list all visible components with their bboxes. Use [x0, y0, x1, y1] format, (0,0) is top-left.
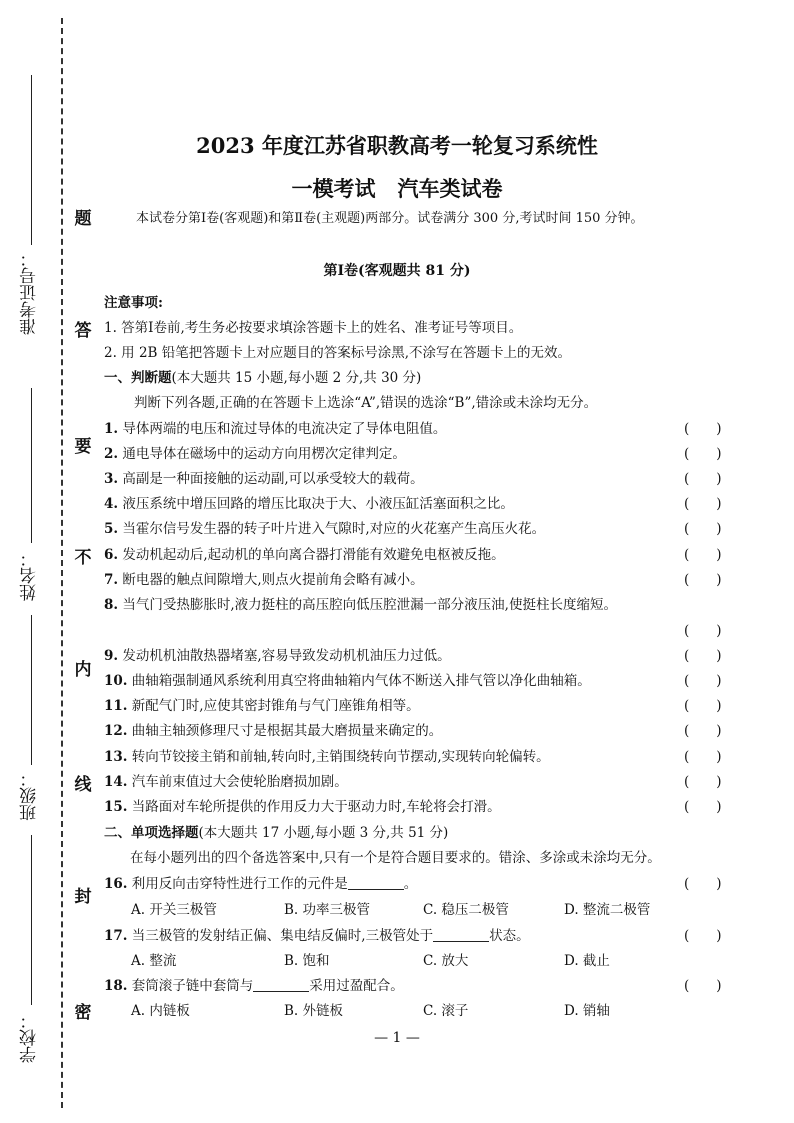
question-number: 5.: [104, 521, 119, 537]
notice-item: 1. 答第Ⅰ卷前,考生务必按要求填涂答题卡上的姓名、准考证号等项目。: [104, 320, 523, 336]
answer-parentheses: ( ): [684, 572, 722, 588]
option: C. 稳压二极管: [423, 902, 509, 918]
part2-heading: 二、单项选择题: [104, 825, 199, 841]
option: A. 开关三极管: [131, 902, 217, 918]
question-7: [104, 568, 424, 588]
class-line: [31, 615, 32, 765]
option: A. 内链板: [131, 1003, 190, 1019]
question-9: [104, 644, 451, 664]
answer-blank: [433, 927, 489, 942]
question-number: 14.: [104, 774, 128, 790]
question-text: 发动机起动后,起动机的单向离合器打滑能有效避免电枢被反拖。: [122, 547, 505, 563]
answer-parentheses: ( ): [684, 723, 722, 739]
question-number: 3.: [104, 471, 119, 487]
exam-number-line: [31, 75, 32, 245]
seal-char: 答: [74, 321, 92, 341]
answer-parentheses: ( ): [684, 928, 722, 944]
question-number: 16.: [104, 876, 128, 892]
question-text: 利用反向击穿特性进行工作的元件是: [131, 876, 348, 892]
answer-parentheses: ( ): [684, 446, 722, 462]
seal-char: 要: [74, 437, 92, 457]
question-13: [104, 745, 550, 765]
exam-title: 2023 年度江苏省职教高考一轮复习系统性: [196, 133, 598, 158]
option: B. 饱和: [284, 953, 330, 969]
question-text: 当气门受热膨胀时,液力挺柱的高压腔向低压腔泄漏一部分液压油,使挺柱长度缩短。: [122, 597, 617, 613]
question-text: 新配气门时,应使其密封锥角与气门座锥角相等。: [131, 698, 420, 714]
question-number: 4.: [104, 496, 119, 512]
answer-parentheses: ( ): [684, 521, 722, 537]
question-17: [104, 924, 530, 944]
question-4: [104, 492, 514, 512]
school-label: 学校：: [20, 1012, 40, 1063]
question-text: 当三极管的发射结正偏、集电结反偏时,三极管处于: [131, 928, 434, 944]
option: A. 整流: [131, 953, 177, 969]
answer-parentheses: ( ): [684, 623, 722, 639]
option: C. 放大: [423, 953, 469, 969]
question-18: [104, 974, 404, 994]
seal-char: 密: [74, 1003, 92, 1023]
exam-number-label: 准考证号：: [20, 250, 40, 335]
question-text: 发动机机油散热器堵塞,容易导致发动机机油压力过低。: [122, 648, 451, 664]
answer-parentheses: ( ): [684, 496, 722, 512]
question-text: 汽车前束值过大会使轮胎磨损加剧。: [131, 774, 348, 790]
question-number: 11.: [104, 698, 128, 714]
question-number: 18.: [104, 978, 128, 994]
class-label: 班级：: [20, 770, 40, 821]
question-text: 断电器的触点间隙增大,则点火提前角会略有减小。: [122, 572, 424, 588]
answer-parentheses: ( ): [684, 471, 722, 487]
question-14: [104, 770, 348, 790]
seal-char: 封: [74, 887, 92, 907]
answer-parentheses: ( ): [684, 799, 722, 815]
name-label: 姓名：: [20, 550, 40, 601]
question-10: [104, 669, 591, 689]
question-text: 曲轴箱强制通风系统利用真空将曲轴箱内气体不断送入排气管以净化曲轴箱。: [131, 673, 591, 689]
question-number: 10.: [104, 673, 128, 689]
question-15: [104, 795, 501, 815]
question-1: [104, 417, 446, 437]
page-number: — 1 —: [374, 1030, 420, 1046]
question-text-end: 状态。: [489, 928, 530, 944]
question-16: [104, 872, 417, 892]
option: D. 截止: [564, 953, 610, 969]
option: C. 滚子: [423, 1003, 469, 1019]
question-text: 导体两端的电压和流过导体的电流决定了导体电阻值。: [122, 421, 447, 437]
answer-parentheses: ( ): [684, 698, 722, 714]
seal-char: 线: [74, 775, 92, 795]
school-line: [31, 835, 32, 1005]
seal-char: 内: [74, 660, 92, 680]
question-text: 曲轴主轴颈修理尺寸是根据其最大磨损量来确定的。: [131, 723, 443, 739]
option: B. 功率三极管: [284, 902, 371, 918]
question-text: 当霍尔信号发生器的转子叶片进入气隙时,对应的火花塞产生高压火花。: [122, 521, 546, 537]
answer-parentheses: ( ): [684, 774, 722, 790]
question-text: 套筒滚子链中套筒与: [131, 978, 254, 994]
question-12: [104, 719, 442, 739]
answer-blank: [348, 875, 404, 890]
answer-blank: [253, 977, 309, 992]
notice-item: 2. 用 2B 铅笔把答题卡上对应题目的答案标号涂黑,不涂写在答题卡上的无效。: [104, 345, 572, 361]
subtitle-part-b: 汽车类试卷: [397, 176, 503, 201]
question-number: 15.: [104, 799, 128, 815]
question-11: [104, 694, 420, 714]
question-text: 高副是一种面接触的运动副,可以承受较大的载荷。: [122, 471, 424, 487]
section-1-title: 第Ⅰ卷(客观题共 81 分): [323, 263, 471, 279]
part1-heading-line: [104, 366, 421, 386]
question-number: 1.: [104, 421, 119, 437]
option: D. 销轴: [564, 1003, 610, 1019]
part1-heading: 一、判断题: [104, 370, 172, 386]
question-text: 转向节铰接主销和前轴,转向时,主销围绕转向节摆动,实现转向轮偏转。: [131, 749, 550, 765]
exam-subtitle: [0, 173, 794, 203]
question-text: 液压系统中增压回路的增压比取决于大、小液压缸活塞面积之比。: [122, 496, 514, 512]
question-number: 2.: [104, 446, 119, 462]
part2-instructions: 在每小题列出的四个备选答案中,只有一个是符合题目要求的。错涂、多涂或未涂均无分。: [130, 850, 661, 866]
part2-heading-line: [104, 821, 448, 841]
question-6: [104, 543, 505, 563]
answer-parentheses: ( ): [684, 648, 722, 664]
question-number: 9.: [104, 648, 119, 664]
answer-parentheses: ( ): [684, 978, 722, 994]
answer-parentheses: ( ): [684, 749, 722, 765]
answer-parentheses: ( ): [684, 547, 722, 563]
option: B. 外链板: [284, 1003, 344, 1019]
answer-parentheses: ( ): [684, 673, 722, 689]
question-number: 8.: [104, 597, 119, 613]
part1-instructions: 判断下列各题,正确的在答题卡上选涂“A”,错误的选涂“B”,错涂或未涂均无分。: [134, 395, 598, 411]
answer-parentheses: ( ): [684, 876, 722, 892]
part1-meta: (本大题共 15 小题,每小题 2 分,共 30 分): [171, 370, 422, 386]
question-number: 12.: [104, 723, 128, 739]
question-number: 6.: [104, 547, 119, 563]
question-number: 13.: [104, 749, 128, 765]
question-2: [104, 442, 406, 462]
question-text: 当路面对车轮所提供的作用反力大于驱动力时,车轮将会打滑。: [131, 799, 501, 815]
question-text: 通电导体在磁场中的运动方向用楞次定律判定。: [122, 446, 406, 462]
question-number: 7.: [104, 572, 119, 588]
question-3: [104, 467, 424, 487]
option: D. 整流二极管: [564, 902, 651, 918]
notice-title: 注意事项:: [104, 295, 163, 311]
question-text-end: 。: [403, 876, 418, 892]
name-line: [31, 388, 32, 543]
question-number: 17.: [104, 928, 128, 944]
subtitle-part-a: 一模考试: [291, 176, 376, 201]
question-5: [104, 517, 545, 537]
exam-intro: 本试卷分第Ⅰ卷(客观题)和第Ⅱ卷(主观题)两部分。试卷满分 300 分,考试时间 150 分钟。: [136, 211, 644, 226]
seal-char: 题: [74, 209, 92, 229]
part2-meta: (本大题共 17 小题,每小题 3 分,共 51 分): [198, 825, 449, 841]
question-8: [104, 593, 617, 613]
question-text-end: 采用过盈配合。: [309, 978, 404, 994]
seal-char: 不: [74, 548, 92, 568]
answer-parentheses: ( ): [684, 421, 722, 437]
